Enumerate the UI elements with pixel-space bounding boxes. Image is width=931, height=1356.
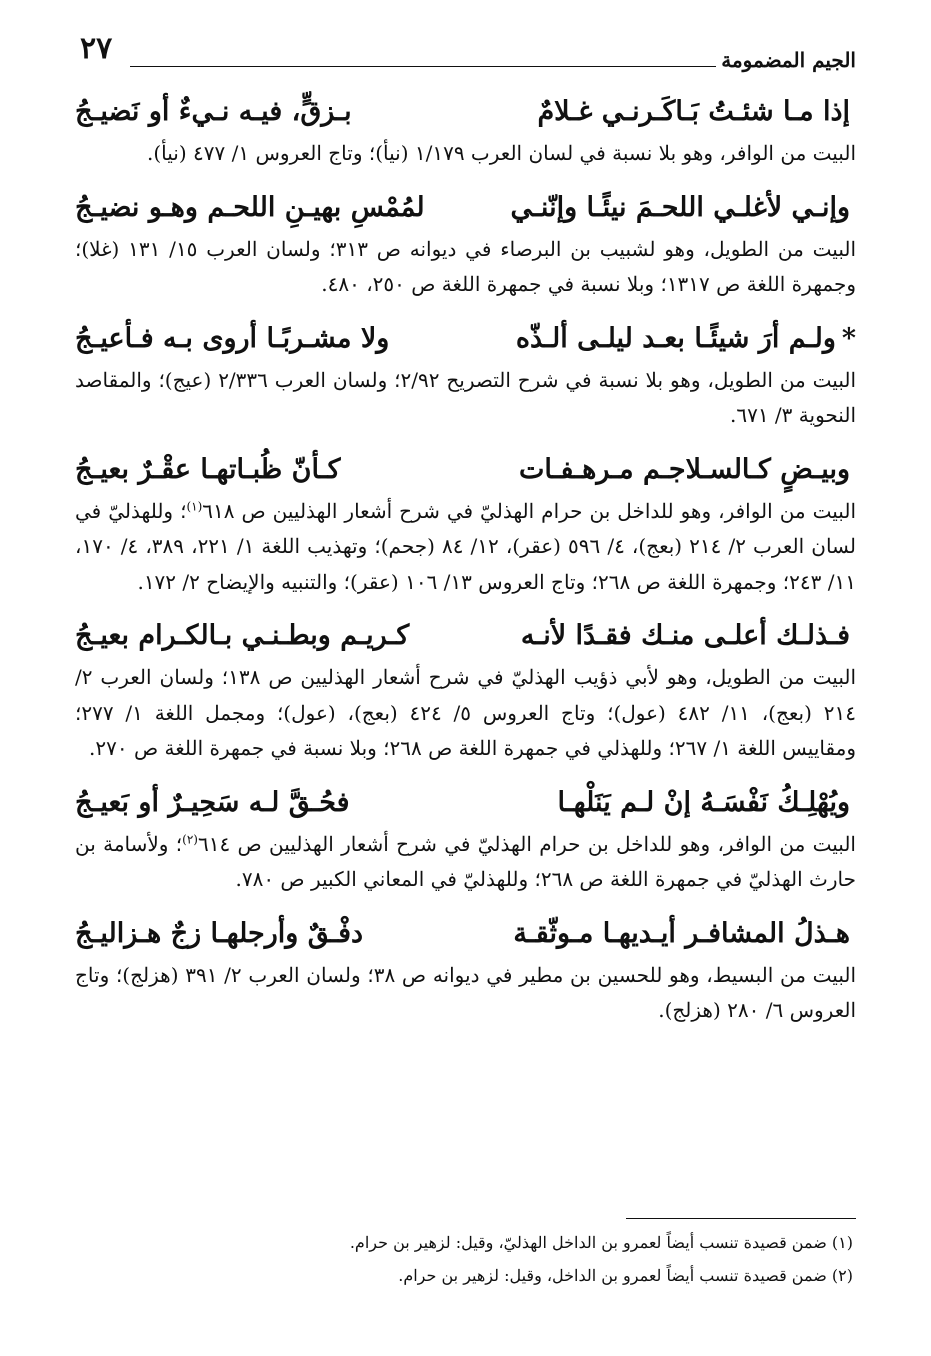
second-hemistich: لمُمْسِ بهيـنِ اللحـم وهـو نضيـجُ [75, 191, 425, 223]
verse-commentary: البيت من الوافر، وهو بلا نسبة في لسان العرب ١/١٧٩ (نيأ)؛ وتاج العروس ١/ ٤٧٧ (نيأ). [147, 141, 856, 165]
verse-entry [75, 446, 856, 601]
verse-entry [75, 88, 856, 172]
page-number: ٢٧ [80, 31, 113, 66]
verse-commentary: البيت من الطويل، وهو لشبيب بن البرصاء في ديوانه ص ٣١٣؛ ولسان العرب ١٥/ ١٣١ (غلا)؛ وجمهرة اللغة ص ١٣١٧؛ وبلا نسبة في جمهرة اللغة ص ٢٥٠، ٤٨٠. [75, 236, 857, 296]
first-hemistich: هـذلُ المشافـر أيـديهـا مـوثّقـة [513, 917, 850, 949]
footnote: (١) ضمن قصيدة تنسب أيضاً لعمرو بن الداخل الهذليّ، وقيل: لزهير بن حرام. [349, 1233, 853, 1252]
verse-entries [75, 88, 856, 1041]
verse-entry [75, 779, 856, 898]
second-hemistich: فحُـقَّ لـه سَحِيـرٌ أو بَعيـجُ [75, 786, 350, 818]
second-hemistich: ولا مشـربًـا أروى بـه فـأعيـجُ [75, 322, 390, 354]
page-header [70, 28, 856, 72]
verse-commentary: البيت من الطويل، وهو لأبي ذؤيب الهذليّ في شرح أشعار الهذليين ص ١٣٨؛ ولسان العرب ٢/ ٢١٤ (بعج)، ١١/ ٤٨٢ (عول)؛ وتاج العروس ٥/ ٤٢٤ (بعج)، (عول)؛ ومجمل اللغة ١/ ٢٧٧؛ ومقاييس اللغة ١/ ٢٦٧؛ وللهذلي في جمهرة اللغة ص ٢٦٨؛ وبلا نسبة في جمهرة اللغة ص ٢٧٠. [75, 665, 857, 760]
first-hemistich: وإنـي لأغلـي اللحـمَ نيئًـا وإنّنـي [510, 191, 850, 223]
verse-commentary: البيت من الطويل، وهو بلا نسبة في شرح التصريح ٢/٩٢؛ ولسان العرب ٢/٣٣٦ (عيج)؛ والمقاصد النحوية ٣/ ٦٧١. [75, 367, 857, 427]
verse-commentary: البيت من الوافر، وهو للداخل بن حرام الهذليّ في شرح أشعار الهذليين ص ٦١٨$^{(١)}$؛ وللهذليّ في لسان العرب ٢/ ٢١٤ (بعج)، ٤/ ٥٩٦ (عقر)، ١٢/ ٨٤ (جحم)؛ وتهذيب اللغة ١/ ٢٢١، ٣٨٩، ٤/ ١٧٠، ١١/ ٢٤٣؛ وجمهرة اللغة ص ٢٦٨؛ وتاج العروس ١٣/ ١٠٦ (عقر)؛ والتنبيه والإيضاح ٢/ ١٧٢. [75, 498, 856, 594]
verse-line [75, 315, 856, 363]
verse-line [75, 910, 856, 958]
second-hemistich: دفْـقٌ وأرجلهـا زجٌ هـزاليـجُ [75, 917, 364, 949]
footnote: (٢) ضمن قصيدة تنسب أيضاً لعمرو بن الداخل، وقيل: لزهير بن حرام. [398, 1266, 853, 1285]
verse-entry [75, 612, 856, 767]
header-rule [130, 66, 716, 67]
first-hemistich: ويُهْلِـكُ نَفْسَـهُ إنْ لـم يَنَلْهـا [557, 786, 850, 818]
verse-line [75, 779, 856, 827]
verse-marker: * [841, 322, 856, 354]
footnote-reference: (٢) [182, 831, 198, 846]
verse-commentary: البيت من الوافر، وهو للداخل بن حرام الهذليّ في شرح أشعار الهذليين ص ٦١٤$^{(٢)}$؛ ولأسامة بن حارث الهذليّ في جمهرة اللغة ص ٢٦٨؛ وللهذليّ في المعاني الكبير ص ٧٨٠. [75, 831, 856, 891]
footnote-rule [626, 1218, 856, 1219]
verse-line [75, 612, 856, 660]
running-title: الجيم المضمومة [721, 48, 856, 72]
first-hemistich: *ولـم أرَ شيئًـا بعـد ليلـى ألـذّه [515, 322, 856, 354]
verse-entry [75, 910, 856, 1029]
verse-commentary: البيت من البسيط، وهو للحسين بن مطير في ديوانه ص ٣٨؛ ولسان العرب ٢/ ٣٩١ (هزلج)؛ وتاج العروس ٦/ ٢٨٠ (هزلج). [75, 962, 856, 1022]
second-hemistich: كـأنّ ظُبـاتهـا عقْـرٌ بعيـجُ [75, 453, 341, 485]
first-hemistich: فـذلـك أعلـى منـك فقـدًا لأنـه [520, 620, 850, 651]
verse-line [75, 88, 856, 136]
second-hemistich: كـريـم وبطـنـي بـالكـرام بعيـجُ [75, 620, 410, 651]
verse-entry [75, 315, 856, 434]
verse-line [75, 184, 856, 232]
footnotes [300, 1226, 853, 1292]
verse-entry [75, 184, 856, 303]
first-hemistich: إذا مـا شئـتُ بَـاكَـرنـي غـلامٌ [537, 96, 850, 127]
verse-line [75, 446, 856, 494]
first-hemistich: وبيـضٍ كـالسـلاجـم مـرهـفـات [518, 453, 850, 485]
footnote-reference: (١) [186, 498, 203, 513]
second-hemistich: بـزقٍّ، فيـه نـيءٌ أو نَضيـجُ [75, 96, 352, 127]
